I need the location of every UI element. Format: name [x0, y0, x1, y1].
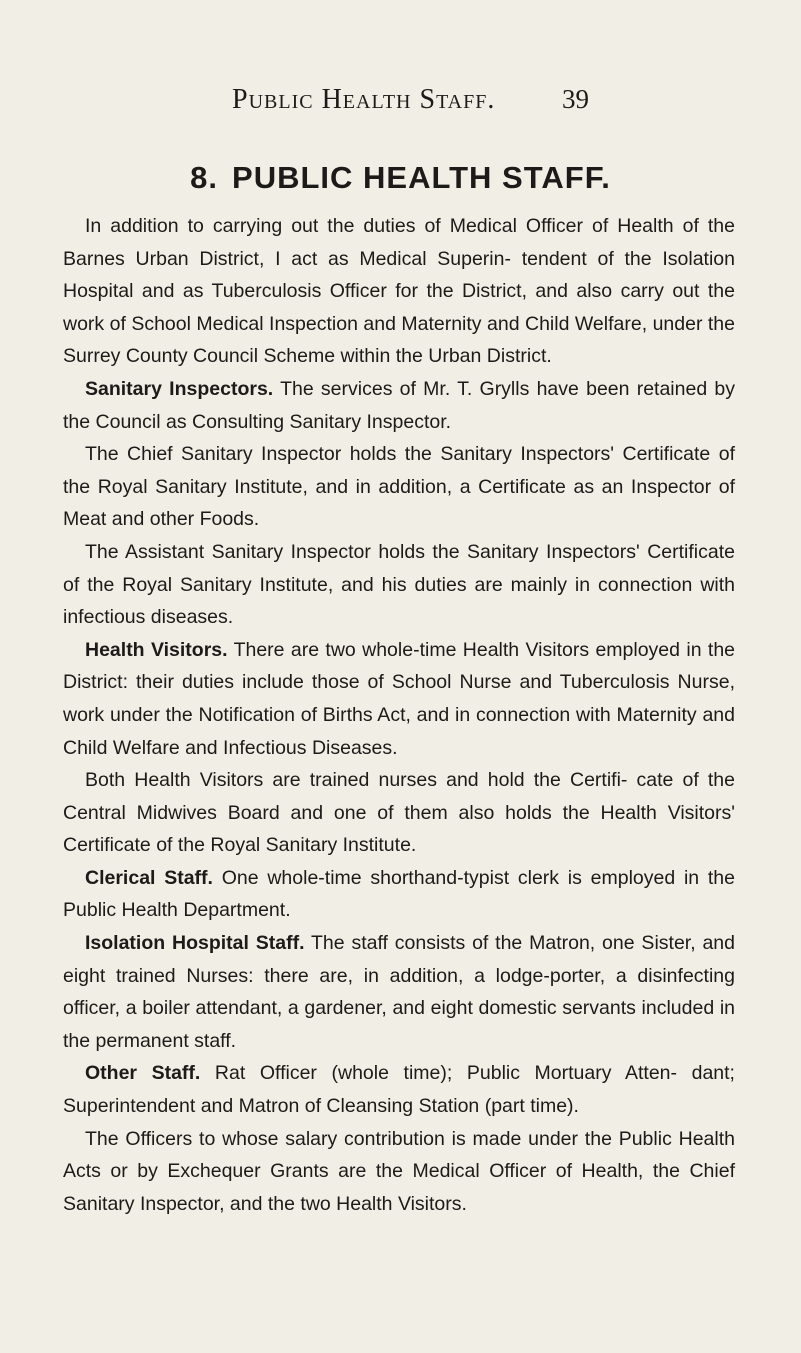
paragraph-text: The services of Mr. T. Grylls have been retained by the Council as Consulting Sanitary Inspector. — [63, 377, 735, 433]
paragraph-lead: Other Staff. — [85, 1062, 201, 1085]
paragraph — [63, 862, 735, 927]
section-title: PUBLIC HEALTH STAFF. — [232, 160, 611, 195]
paragraph-text: Rat Officer (whole time); Public Mortuary Atten- dant; Superintendent and Matron of Cleansing Station (part time). — [63, 1062, 735, 1118]
paragraph-lead: Sanitary Inspectors. — [85, 377, 274, 400]
paragraph-text: In addition to carrying out the duties of Medical Officer of Health of the Barnes Urban District, I act as Medical Superin- tendent of the Isolation Hospital and as Tuberculosis Officer for the District, and also carry out the work of School Medical Inspection and Maternity and Child Welfare, under the Surrey County Council Scheme within the Urban District. — [63, 215, 735, 368]
paragraph — [63, 927, 735, 1057]
paragraph — [63, 764, 735, 862]
paragraph-text: The Chief Sanitary Inspector holds the Sanitary Inspectors' Certificate of the Royal Sanitary Institute, and in addition, a Certificate as an Inspector of Meat and other Foods. — [63, 443, 735, 531]
running-header — [0, 84, 801, 124]
paragraph-text: One whole-time shorthand-typist clerk is employed in the Public Health Department. — [63, 866, 735, 922]
paragraph — [63, 438, 735, 536]
paragraph — [63, 536, 735, 634]
paragraph — [63, 210, 735, 373]
paragraph — [63, 1123, 735, 1221]
paragraph — [63, 634, 735, 764]
body-text — [63, 210, 735, 1220]
paragraph-text: The Assistant Sanitary Inspector holds the Sanitary Inspectors' Certificate of the Royal Sanitary Institute, and his duties are mainly in connection with infectious diseases. — [63, 540, 735, 629]
running-title: Public Health Staff. — [232, 84, 496, 115]
page-number: 39 — [562, 84, 589, 114]
paragraph-text: There are two whole-time Health Visitors employed in the District: their duties include those of School Nurse and Tuberculosis Nurse, work under the Notification of Births Act, and in connection with Maternity and Child Welfare and Infectious Diseases. — [63, 638, 736, 759]
section-heading — [0, 160, 801, 196]
paragraph-text: Both Health Visitors are trained nurses and hold the Certifi- cate of the Central Midwives Board and one of them also holds the Health Visitors' Certificate of the Royal Sanitary Institute. — [63, 769, 735, 857]
paragraph-lead: Isolation Hospital Staff. — [85, 932, 305, 955]
paragraph-lead: Health Visitors. — [85, 638, 228, 661]
paragraph — [63, 373, 735, 438]
paragraph-lead: Clerical Staff. — [85, 866, 213, 889]
paragraph-text: The staff consists of the Matron, one Sister, and eight trained Nurses: there are, in addition, a lodge-porter, a disinfecting officer, a boiler attendant, a gardener, and eight domestic servants included in the permanent staff. — [63, 932, 735, 1052]
paragraph — [63, 1057, 735, 1122]
section-number: 8. — [190, 160, 219, 195]
paragraph-text: The Officers to whose salary contribution is made under the Public Health Acts or by Exchequer Grants are the Medical Officer of Health, the Chief Sanitary Inspector, and the two Health Visitors. — [63, 1127, 735, 1215]
